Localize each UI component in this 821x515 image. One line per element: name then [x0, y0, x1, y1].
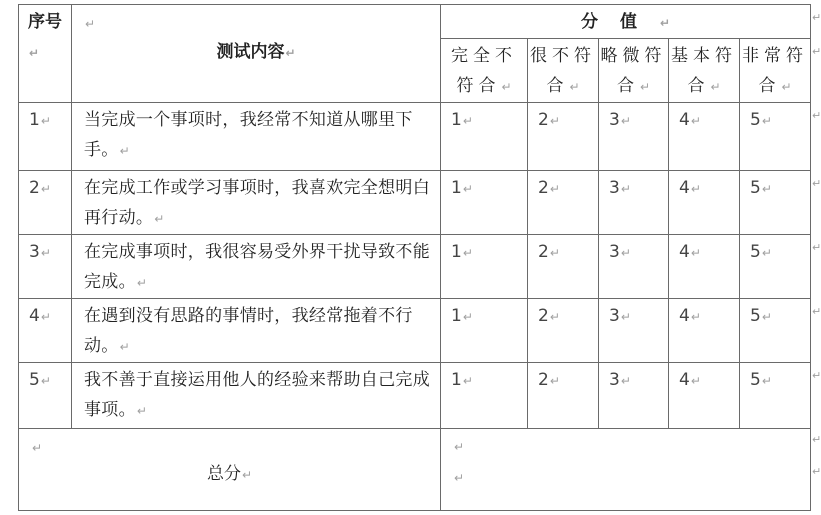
- score-cell: [599, 235, 669, 299]
- paragraph-mark: ↵: [549, 310, 560, 324]
- row-end-mark: ↵: [812, 45, 821, 58]
- score-value: 2: [538, 242, 549, 262]
- table-row: [19, 363, 811, 429]
- total-value-cell[interactable]: [441, 429, 811, 511]
- score-value: 2: [538, 178, 549, 198]
- statement-cell: [72, 171, 441, 235]
- statement-cell: [72, 363, 441, 429]
- paragraph-mark: ↵: [40, 114, 51, 128]
- content-header-cell: [72, 5, 441, 103]
- score-value: 4: [679, 242, 690, 262]
- paragraph-mark: ↵: [241, 468, 253, 482]
- paragraph-mark: ↵: [761, 114, 772, 128]
- paragraph-mark: ↵: [29, 46, 40, 60]
- paragraph-mark: ↵: [569, 80, 580, 94]
- statement-text: 在完成事项时，我很容易受外界干扰导致不能完成。: [84, 242, 430, 292]
- row-index-cell: [19, 103, 72, 171]
- level-label: 很不符合: [530, 46, 596, 96]
- score-cell: [740, 363, 811, 429]
- paragraph-mark: ↵: [761, 246, 772, 260]
- row-end-mark: ↵: [812, 241, 821, 254]
- score-value: 1: [451, 242, 462, 262]
- row-end-mark: ↵: [812, 369, 821, 382]
- level-header-cell: [441, 39, 528, 103]
- statement-text: 在完成工作或学习事项时，我喜欢完全想明白再行动。: [84, 178, 430, 228]
- content-header-label: 测试内容: [216, 42, 285, 62]
- row-index: 4: [29, 306, 40, 326]
- score-value: 3: [609, 110, 620, 130]
- score-cell: [669, 299, 740, 363]
- index-header-cell: [19, 5, 72, 103]
- table-row: [19, 235, 811, 299]
- total-row: [19, 429, 811, 511]
- score-cell: [528, 235, 599, 299]
- score-value: 3: [609, 178, 620, 198]
- row-end-mark: ↵: [812, 177, 821, 190]
- score-cell: [599, 171, 669, 235]
- paragraph-mark: ↵: [154, 212, 165, 226]
- score-value: 1: [451, 178, 462, 198]
- level-header-cell: [528, 39, 599, 103]
- statement-text: 在遇到没有思路的事情时，我经常拖着不行动。: [84, 306, 413, 356]
- score-cell: [441, 363, 528, 429]
- score-value: 4: [679, 178, 690, 198]
- row-end-mark: ↵: [812, 465, 821, 478]
- paragraph-mark: ↵: [136, 276, 148, 290]
- paragraph-mark: ↵: [454, 440, 465, 454]
- survey-table: [18, 4, 811, 511]
- paragraph-mark: ↵: [549, 374, 560, 388]
- score-value: 2: [538, 110, 549, 130]
- row-end-marks: [812, 0, 819, 515]
- paragraph-mark: ↵: [40, 310, 51, 324]
- score-cell: [740, 235, 811, 299]
- score-value: 5: [750, 242, 761, 262]
- paragraph-mark: ↵: [462, 246, 473, 260]
- row-index-cell: [19, 299, 72, 363]
- paragraph-mark: ↵: [549, 246, 560, 260]
- score-value: 1: [451, 110, 462, 130]
- paragraph-mark: ↵: [620, 374, 631, 388]
- score-cell: [599, 363, 669, 429]
- score-value: 2: [538, 306, 549, 326]
- statement-text: 当完成一个事项时，我经常不知道从哪里下手。: [84, 110, 413, 160]
- row-index-cell: [19, 235, 72, 299]
- paragraph-mark: ↵: [549, 114, 560, 128]
- table-row: [19, 103, 811, 171]
- score-cell: [599, 299, 669, 363]
- row-end-mark: ↵: [812, 433, 821, 446]
- paragraph-mark: ↵: [40, 182, 51, 196]
- score-value: 5: [750, 178, 761, 198]
- paragraph-mark: ↵: [710, 80, 721, 94]
- table-row: [19, 299, 811, 363]
- score-cell: [740, 171, 811, 235]
- paragraph-mark: ↵: [761, 374, 772, 388]
- score-cell: [740, 103, 811, 171]
- score-value: 4: [679, 110, 690, 130]
- paragraph-mark: ↵: [620, 310, 631, 324]
- score-value: 4: [679, 370, 690, 390]
- statement-cell: [72, 235, 441, 299]
- paragraph-mark: ↵: [690, 374, 701, 388]
- row-index: 1: [29, 110, 40, 130]
- score-value: 2: [538, 370, 549, 390]
- score-cell: [669, 235, 740, 299]
- score-cell: [441, 171, 528, 235]
- score-cell: [669, 171, 740, 235]
- score-header-cell: [441, 5, 811, 39]
- statement-cell: [72, 299, 441, 363]
- row-index: 3: [29, 242, 40, 262]
- score-cell: [669, 103, 740, 171]
- paragraph-mark: ↵: [690, 310, 701, 324]
- score-value: 1: [451, 306, 462, 326]
- paragraph-mark: ↵: [781, 80, 792, 94]
- score-cell: [599, 103, 669, 171]
- paragraph-mark: ↵: [32, 441, 43, 455]
- row-end-mark: ↵: [812, 305, 821, 318]
- level-label: 完全不符合: [451, 46, 517, 96]
- paragraph-mark: ↵: [462, 182, 473, 196]
- score-cell: [441, 103, 528, 171]
- score-header-label: 分值: [580, 12, 659, 32]
- row-end-mark: ↵: [812, 11, 821, 24]
- paragraph-mark: ↵: [659, 16, 671, 30]
- paragraph-mark: ↵: [501, 80, 512, 94]
- paragraph-mark: ↵: [285, 46, 296, 60]
- paragraph-mark: ↵: [549, 182, 560, 196]
- level-header-cell: [599, 39, 669, 103]
- paragraph-mark: ↵: [620, 114, 631, 128]
- score-value: 5: [750, 306, 761, 326]
- paragraph-mark: ↵: [136, 404, 148, 418]
- header-row-top: [19, 5, 811, 39]
- score-cell: [441, 235, 528, 299]
- paragraph-mark: ↵: [40, 374, 51, 388]
- score-value: 5: [750, 110, 761, 130]
- total-label: 总分: [206, 464, 241, 484]
- statement-cell: [72, 103, 441, 171]
- paragraph-mark: ↵: [454, 471, 465, 485]
- score-value: 3: [609, 242, 620, 262]
- paragraph-mark: ↵: [761, 182, 772, 196]
- score-cell: [740, 299, 811, 363]
- level-header-cell: [740, 39, 811, 103]
- total-label-cell: [19, 429, 441, 511]
- level-header-cell: [669, 39, 740, 103]
- row-index-cell: [19, 171, 72, 235]
- score-value: 1: [451, 370, 462, 390]
- paragraph-mark: ↵: [761, 310, 772, 324]
- row-end-mark: ↵: [812, 109, 821, 122]
- paragraph-mark: ↵: [620, 182, 631, 196]
- paragraph-mark: ↵: [462, 114, 473, 128]
- score-cell: [528, 299, 599, 363]
- score-value: 5: [750, 370, 761, 390]
- row-index: 2: [29, 178, 40, 198]
- paragraph-mark: ↵: [119, 144, 130, 158]
- level-label: 基本符合: [671, 46, 737, 96]
- score-cell: [441, 299, 528, 363]
- paragraph-mark: ↵: [40, 246, 51, 260]
- paragraph-mark: ↵: [119, 340, 130, 354]
- score-value: 4: [679, 306, 690, 326]
- paragraph-mark: ↵: [690, 182, 701, 196]
- statement-text: 我不善于直接运用他人的经验来帮助自己完成事项。: [84, 370, 430, 420]
- score-cell: [528, 103, 599, 171]
- index-header-label: 序号: [28, 12, 62, 32]
- score-cell: [669, 363, 740, 429]
- paragraph-mark: ↵: [690, 246, 701, 260]
- level-label: 非常符合: [742, 46, 808, 96]
- row-index-cell: [19, 363, 72, 429]
- paragraph-mark: ↵: [620, 246, 631, 260]
- row-index: 5: [29, 370, 40, 390]
- paragraph-mark: ↵: [639, 80, 651, 94]
- paragraph-mark: ↵: [462, 374, 473, 388]
- score-value: 3: [609, 370, 620, 390]
- paragraph-mark: ↵: [690, 114, 701, 128]
- score-value: 3: [609, 306, 620, 326]
- paragraph-mark: ↵: [85, 17, 96, 31]
- table-row: [19, 171, 811, 235]
- score-cell: [528, 363, 599, 429]
- paragraph-mark: ↵: [462, 310, 473, 324]
- score-cell: [528, 171, 599, 235]
- level-label: 略微符合: [600, 46, 667, 96]
